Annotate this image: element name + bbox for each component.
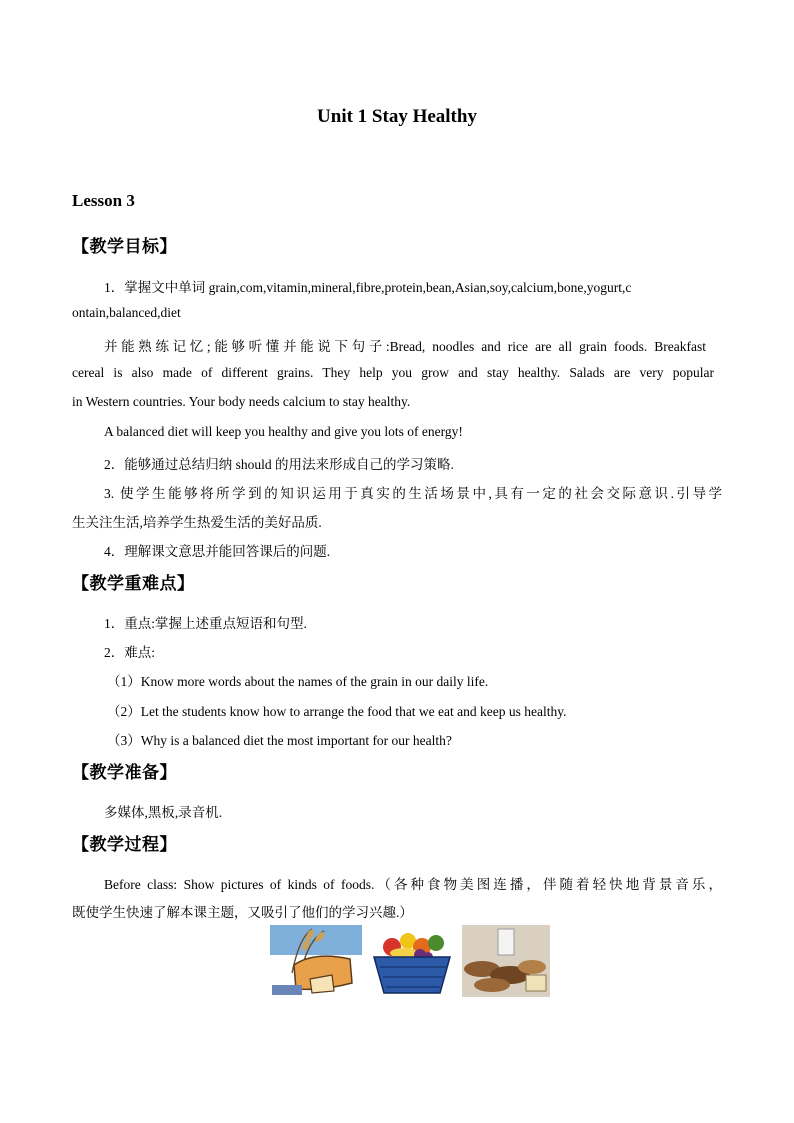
process-heading: 【教学过程】 xyxy=(72,835,177,855)
process-line-1: Before class: Show pictures of kinds of foods.（各种食物美图连播，伴随着轻快地背景音乐， xyxy=(104,877,722,892)
sentences-line-1: 并能熟练记忆;能够听懂并能说下句子:Bread, noodles and rice are all grain foods. Breakfast xyxy=(104,339,706,354)
difficulty-2: （2）Let the students know how to arrange the food that we eat and keep us healthy. xyxy=(107,704,567,719)
milk-cookies-icon xyxy=(462,925,550,997)
bread-wheat-icon xyxy=(270,925,362,997)
doc-title: Unit 1 Stay Healthy xyxy=(317,106,477,127)
key-point-2: 2．难点: xyxy=(104,645,156,660)
objective-1-line-2: ontain,balanced,diet xyxy=(72,305,181,320)
difficulty-1: （1）Know more words about the names of the grain in our daily life. xyxy=(107,674,489,689)
objective-4: 4．理解课文意思并能回答课后的问题. xyxy=(104,544,331,559)
sentences-line-4: A balanced diet will keep you healthy and give you lots of energy! xyxy=(104,424,463,439)
objective-2: 2．能够通过总结归纳 should 的用法来形成自己的学习策略. xyxy=(104,457,454,472)
lesson-label: Lesson 3 xyxy=(72,191,135,210)
key-points-heading: 【教学重难点】 xyxy=(72,574,195,594)
fruit-basket-icon xyxy=(366,925,458,997)
difficulty-3: （3）Why is a balanced diet the most important for our health? xyxy=(107,733,452,748)
food-pictures xyxy=(270,925,550,997)
process-line-2: 既使学生快速了解本课主题，又吸引了他们的学习兴趣.） xyxy=(72,905,413,920)
objectives-heading: 【教学目标】 xyxy=(72,237,177,257)
objective-1-line-1: 1．掌握文中单词 grain,com,vitamin,mineral,fibre,protein,bean,Asian,soy,calcium,bone,yogurt,c xyxy=(104,280,632,295)
preparation-text: 多媒体,黑板,录音机. xyxy=(104,805,223,820)
sentences-line-2: cereal is also made of different grains. They help you grow and stay healthy. Salads are very popular xyxy=(72,365,714,380)
objective-3-line-1: 3. 使学生能够将所学到的知识运用于真实的生活场景中,具有一定的社会交际意识.引导学 xyxy=(104,486,722,501)
key-point-1: 1．重点:掌握上述重点短语和句型. xyxy=(104,616,307,631)
preparation-heading: 【教学准备】 xyxy=(72,763,177,783)
objective-3-line-2: 生关注生活,培养学生热爱生活的美好品质. xyxy=(72,515,322,530)
sentences-line-3: in Western countries. Your body needs calcium to stay healthy. xyxy=(72,394,411,409)
